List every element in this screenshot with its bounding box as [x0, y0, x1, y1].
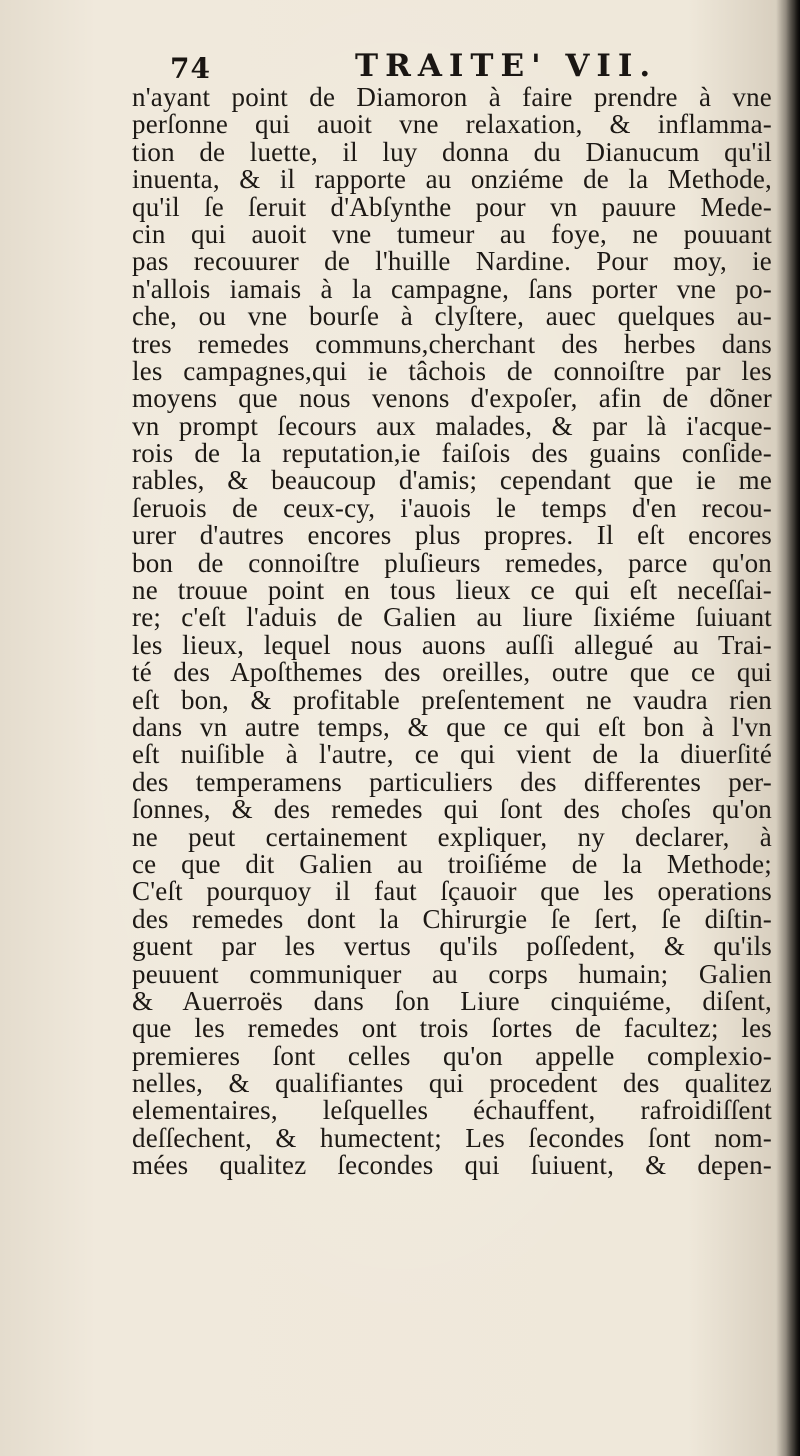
text-line: té des Apoſthemes des oreilles, outre que ce qui — [132, 657, 772, 688]
text-line: tion de luette, il luy donna du Dianucum qu'il — [132, 136, 772, 167]
text-line: peuuent communiquer au corps humain; Galien — [132, 958, 772, 989]
text-line: inuenta, & il rapporte au onziéme de la Methode, — [132, 164, 772, 195]
text-line: tres remedes communs,cherchant des herbes dans — [132, 328, 772, 359]
text-line: pas recouurer de l'huille Nardine. Pour moy, ie — [132, 246, 772, 277]
text-line: des remedes dont la Chirurgie ſe ſert, ſe diſtin- — [132, 903, 772, 934]
text-line: re; c'eſt l'aduis de Galien au liure ſixiéme ſuiuant — [132, 602, 772, 633]
text-line: elementaires, leſquelles échauffent, rafroidiſſent — [132, 1095, 772, 1126]
text-line: eſt bon, & profitable preſentement ne vaudra rien — [132, 684, 772, 715]
text-line: des temperamens particuliers des differentes per- — [132, 766, 772, 797]
text-block — [132, 84, 772, 1424]
text-line: bon de connoiſtre pluſieurs remedes, parce qu'on — [132, 547, 772, 578]
text-line: les campagnes,qui ie tâchois de connoiſtre par les — [132, 355, 772, 386]
text-line: vn prompt ſecours aux malades, & par là i'acque- — [132, 410, 772, 441]
page-edge-shadow — [786, 0, 800, 1456]
text-line: ne trouue point en tous lieux ce qui eſt neceſſai- — [132, 575, 772, 606]
text-line: nelles, & qualifiantes qui procedent des qualitez — [132, 1068, 772, 1099]
text-line: C'eſt pourquoy il faut ſçauoir que les operations — [132, 876, 772, 907]
running-title: TRAITE' VII. — [355, 48, 658, 84]
page-number: 74 — [170, 52, 211, 85]
text-line: moyens que nous venons d'expoſer, afin de dõner — [132, 383, 772, 414]
text-line: deſſechent, & humectent; Les ſecondes ſont nom- — [132, 1122, 772, 1153]
text-line: eſt nuiſible à l'autre, ce qui vient de la diuerſité — [132, 739, 772, 770]
text-line: dans vn autre temps, & que ce qui eſt bon à l'vn — [132, 711, 772, 742]
text-line: ſonnes, & des remedes qui ſont des choſes qu'on — [132, 794, 772, 825]
text-line: rables, & beaucoup d'amis; cependant que ie me — [132, 465, 772, 496]
text-line: qu'il ſe ſeruit d'Abſynthe pour vn pauure Mede- — [132, 191, 772, 222]
text-line: cin qui auoit vne tumeur au foye, ne pouuant — [132, 218, 772, 249]
text-line: que les remedes ont trois ſortes de facultez; les — [132, 1013, 772, 1044]
text-line: premieres ſont celles qu'on appelle complexio- — [132, 1040, 772, 1071]
text-line: rois de la reputation,ie faiſois des guains conſide- — [132, 438, 772, 469]
text-line: guent par les vertus qu'ils poſſedent, & qu'ils — [132, 931, 772, 962]
text-line: ce que dit Galien au troiſiéme de la Methode; — [132, 848, 772, 879]
text-line: perſonne qui auoit vne relaxation, & inflamma- — [132, 109, 772, 140]
text-line: urer d'autres encores plus propres. Il eſt encores — [132, 520, 772, 551]
text-line: & Auerroës dans ſon Liure cinquiéme, diſent, — [132, 985, 772, 1016]
text-line: ne peut certainement expliquer, ny declarer, à — [132, 821, 772, 852]
text-line: mées qualitez ſecondes qui ſuiuent, & depen- — [132, 1150, 772, 1181]
text-line: les lieux, lequel nous auons auſſi allegué au Trai- — [132, 629, 772, 660]
text-line: n'ayant point de Diamoron à faire prendre à vne — [132, 82, 772, 112]
text-line: ſeruois de ceux-cy, i'auois le temps d'en recou- — [132, 492, 772, 523]
text-line: n'allois iamais à la campagne, ſans porter vne po- — [132, 273, 772, 304]
text-line: che, ou vne bourſe à clyſtere, auec quelques au- — [132, 301, 772, 332]
